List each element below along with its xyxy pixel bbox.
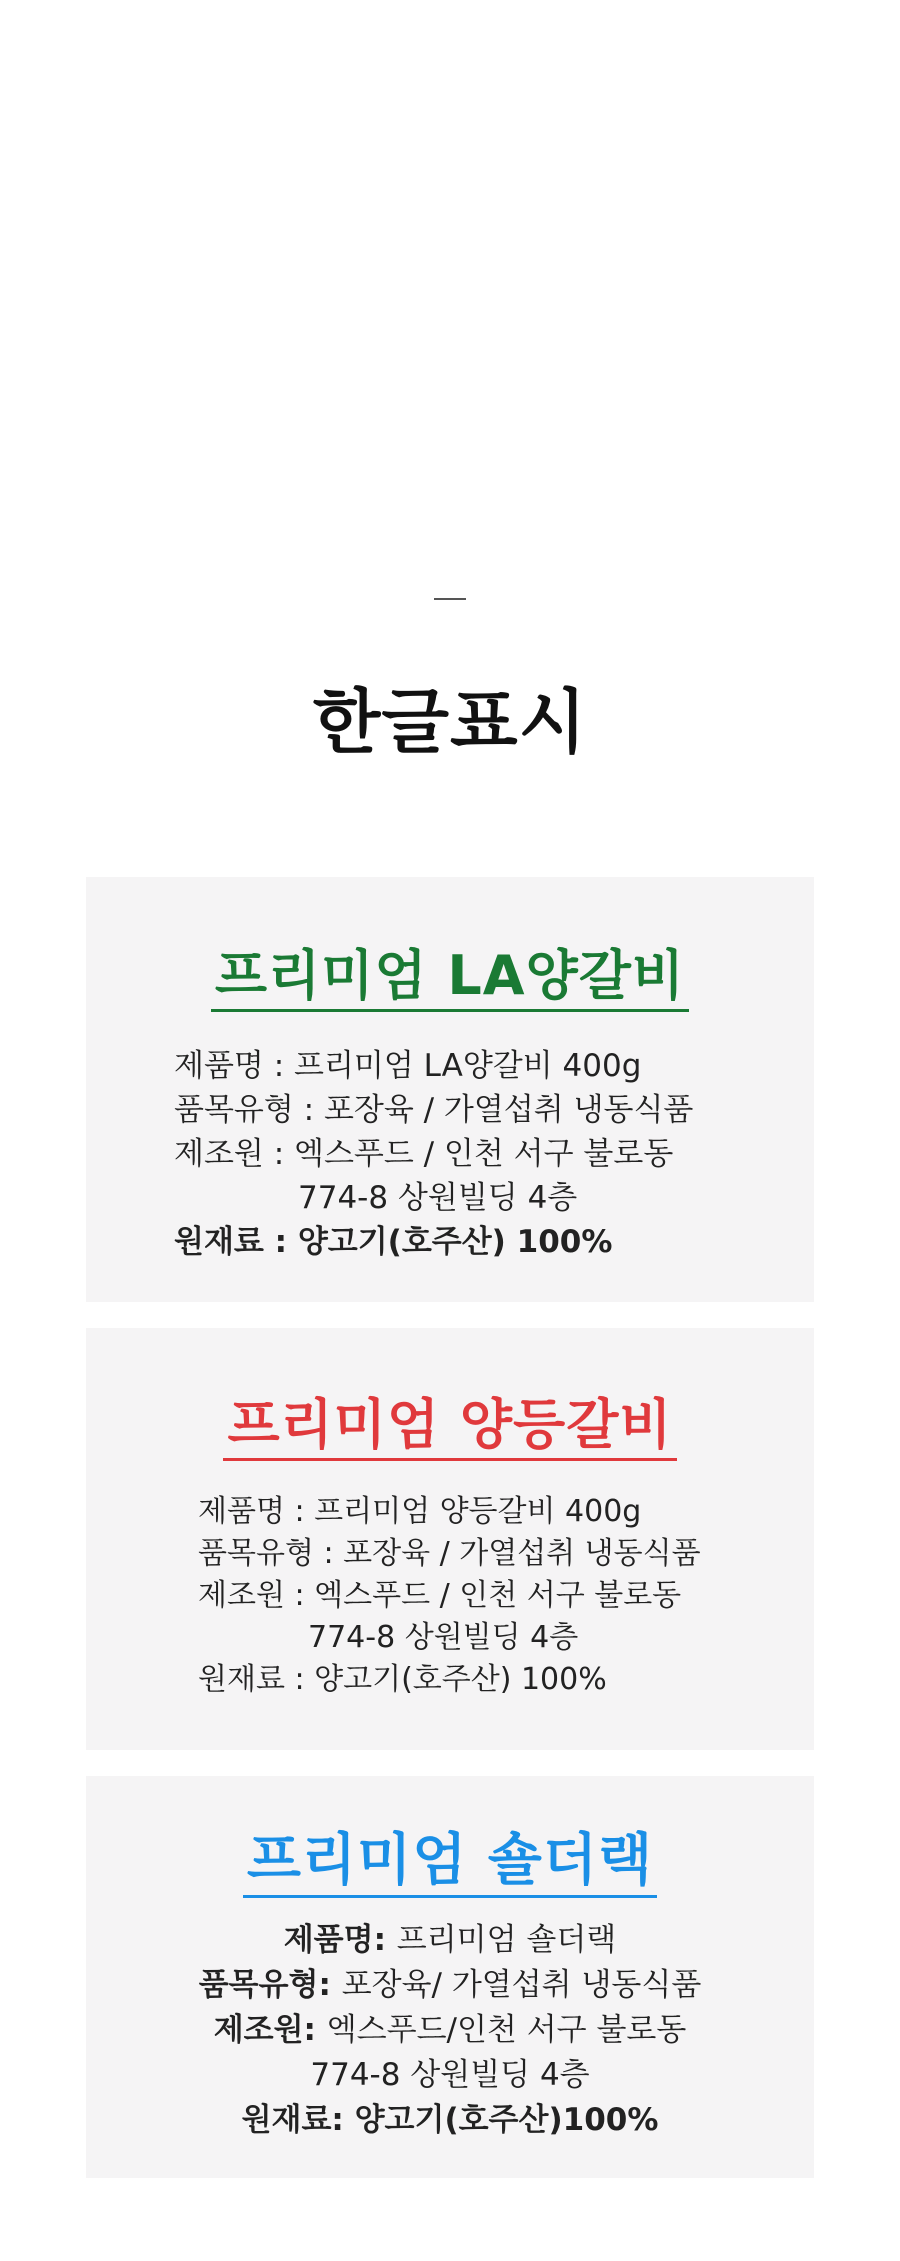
page-title: 한글표시 (312, 681, 588, 763)
info-row-ingredients: 원재료: 양고기(호주산)100% (241, 2102, 659, 2138)
product-label-card-la-ribs (86, 877, 814, 1302)
info-row-address: 774-8 상원빌딩 4층 (308, 1620, 579, 1655)
section-divider (434, 598, 466, 600)
product-name: 프리미엄 LA양갈비 (86, 933, 814, 1010)
info-row-product-name: 제품명: 프리미엄 숄더랙 (283, 1922, 617, 1958)
info-row-product-name: 제품명 : 프리미엄 양등갈비 400g (198, 1494, 642, 1529)
info-row-item-type: 품목유형: 포장육/ 가열섭취 냉동식품 (198, 1967, 702, 2003)
info-row-item-type: 품목유형 : 포장육 / 가열섭취 냉동식품 (198, 1536, 701, 1571)
product-label-card-lamb-back-ribs (86, 1328, 814, 1750)
info-row-address: 774-8 상원빌딩 4층 (310, 2057, 590, 2093)
info-row-manufacturer: 제조원 : 엑스푸드 / 인천 서구 불로동 (198, 1578, 682, 1613)
info-row-manufacturer: 제조원 : 엑스푸드 / 인천 서구 불로동 (174, 1136, 674, 1172)
product-info (86, 1491, 814, 1701)
info-row-item-type: 품목유형 : 포장육 / 가열섭취 냉동식품 (174, 1092, 694, 1128)
product-name: 프리미엄 양등갈비 (86, 1382, 814, 1459)
info-row-ingredients: 원재료 : 양고기(호주산) 100% (174, 1224, 613, 1260)
product-label-card-shoulder-rack (86, 1776, 814, 2178)
info-row-product-name: 제품명 : 프리미엄 LA양갈비 400g (174, 1048, 642, 1084)
product-info (86, 1918, 814, 2143)
product-info (86, 1044, 814, 1264)
info-row-ingredients: 원재료 : 양고기(호주산) 100% (198, 1662, 607, 1697)
product-name: 프리미엄 숄더랙 (86, 1816, 814, 1896)
info-row-address: 774-8 상원빌딩 4층 (298, 1180, 578, 1216)
info-row-manufacturer: 제조원: 엑스푸드/인천 서구 불로동 (213, 2012, 687, 2048)
